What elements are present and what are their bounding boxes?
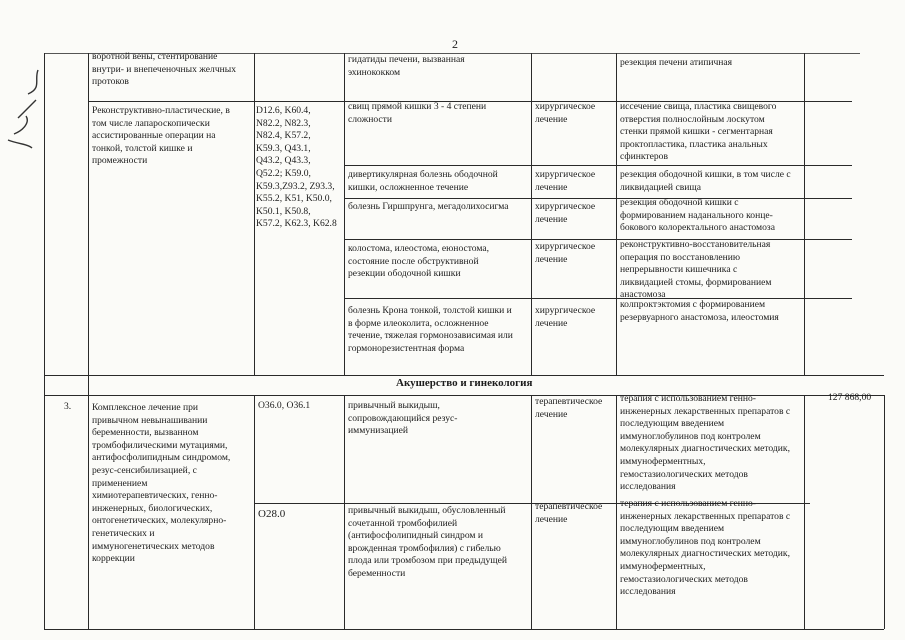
subrow-treatment: терапевтическое лечение [535,501,603,525]
subrow-method: реконструктивно-восстановительная операция по восстановлению непрерывности кишечника с ликвидацией стомы, формированием анастомоза [620,239,772,301]
subrow-treatment: хирургическое лечение [535,169,596,193]
price: 127 868,00 [828,392,872,403]
subrow-disease: колостома, илеостома, еюностома, состояние после обструктивной резекции ободочной кишки [348,243,490,280]
subrow-treatment: хирургическое лечение [535,241,596,265]
subrow-treatment: хирургическое лечение [535,305,596,329]
subrow-method: терапия с использованием генно- инженерных лекарственных препаратов с последующим введением иммуноглобулинов под контролем молекулярных диагностических методик, иммуноферментных, гемостазиологических методов исследования [620,393,791,493]
subrow-method: иссечение свища, пластика свищевого отверстия полнослойным лоскутом стенки прямой кишки - сегментарная проктопластика, пластика анальных сфинктеров [620,101,777,163]
row-number: 3. [64,401,72,412]
fragment-disease: гидатиды печени, вызванная эхинококком [348,54,465,78]
reconstructive-description: Реконструктивно-пластические, в том числе лапароскопически ассистированные операции на тонкой, толстой кишке и промежности [92,105,230,167]
page-number: 2 [452,37,458,51]
obstetrics-description: Комплексное лечение при привычном невынашивании беременности, вызванном тромбофилическими мутациями, антифосфолипидным синдромом, резус-сенсибилизацией, с применением химиотерапевтических, генно- инженерных, биологических, онтогенетических, молекулярно- генетических и иммуногенетических методов коррекции [92,402,231,565]
subrow-treatment: хирургическое лечение [535,101,596,125]
fragment-method: резекция печени атипичная [620,57,733,68]
subrow-method: колпроктэктомия с формированием резервуарного анастомоза, илеостомия [620,299,779,323]
subrow-method: резекция ободочной кишки с формированием наданального конце- бокового колоректального анастомоза [620,197,775,234]
subrow-codes: O28.0 [258,508,286,520]
subrow-treatment: терапевтическое лечение [535,396,603,420]
services-table [44,53,884,633]
subrow-treatment: хирургическое лечение [535,201,596,225]
subrow-disease: болезнь Крона тонкой, толстой кишки и в форме илеоколита, осложненное течение, тяжелая гормонозависимая или гормонорезистентная форма [348,305,513,354]
fragment-description: воротной вены, стентирование внутри- и внепеченочных желчных протоков [92,51,237,88]
subrow-disease: привычный выкидыш, обусловленный сочетанной тромбофилией (антифосфолипидный синдром и врожденная тромбофилия) с гибелью плода или тромбозом при предыдущей беременности [348,505,508,579]
reconstructive-codes: D12.6, K60.4, N82.2, N82.3, N82.4, K57.2, K59.3, Q43.1, Q43.2, Q43.3, Q52.2; K59.0, K59.3,Z93.2, Z93.3, K55.2, K51, K50.0, K50.1, K50.8, K57.2, K62.3, K62.8 [256,105,337,230]
subrow-method: резекция ободочной кишки, в том числе с ликвидацией свища [620,169,791,193]
subrow-codes: O36.0, O36.1 [258,400,311,411]
subrow-disease: дивертикулярная болезнь ободочной кишки, осложненное течение [348,169,498,193]
subrow-disease: болезнь Гиршпрунга, мегадолихосигма [348,201,509,212]
subrow-disease: привычный выкидыш, сопровождающийся резус- иммунизацией [348,400,458,437]
subrow-disease: свищ прямой кишки 3 - 4 степени сложности [348,101,487,125]
section-title: Акушерство и гинекология [396,377,533,389]
subrow-method: терапия с использованием генно- инженерных лекарственных препаратов с последующим введением иммуноглобулинов под контролем молекулярных диагностических методик, иммуноферментных, гемостазиологических методов исследования [620,498,791,598]
